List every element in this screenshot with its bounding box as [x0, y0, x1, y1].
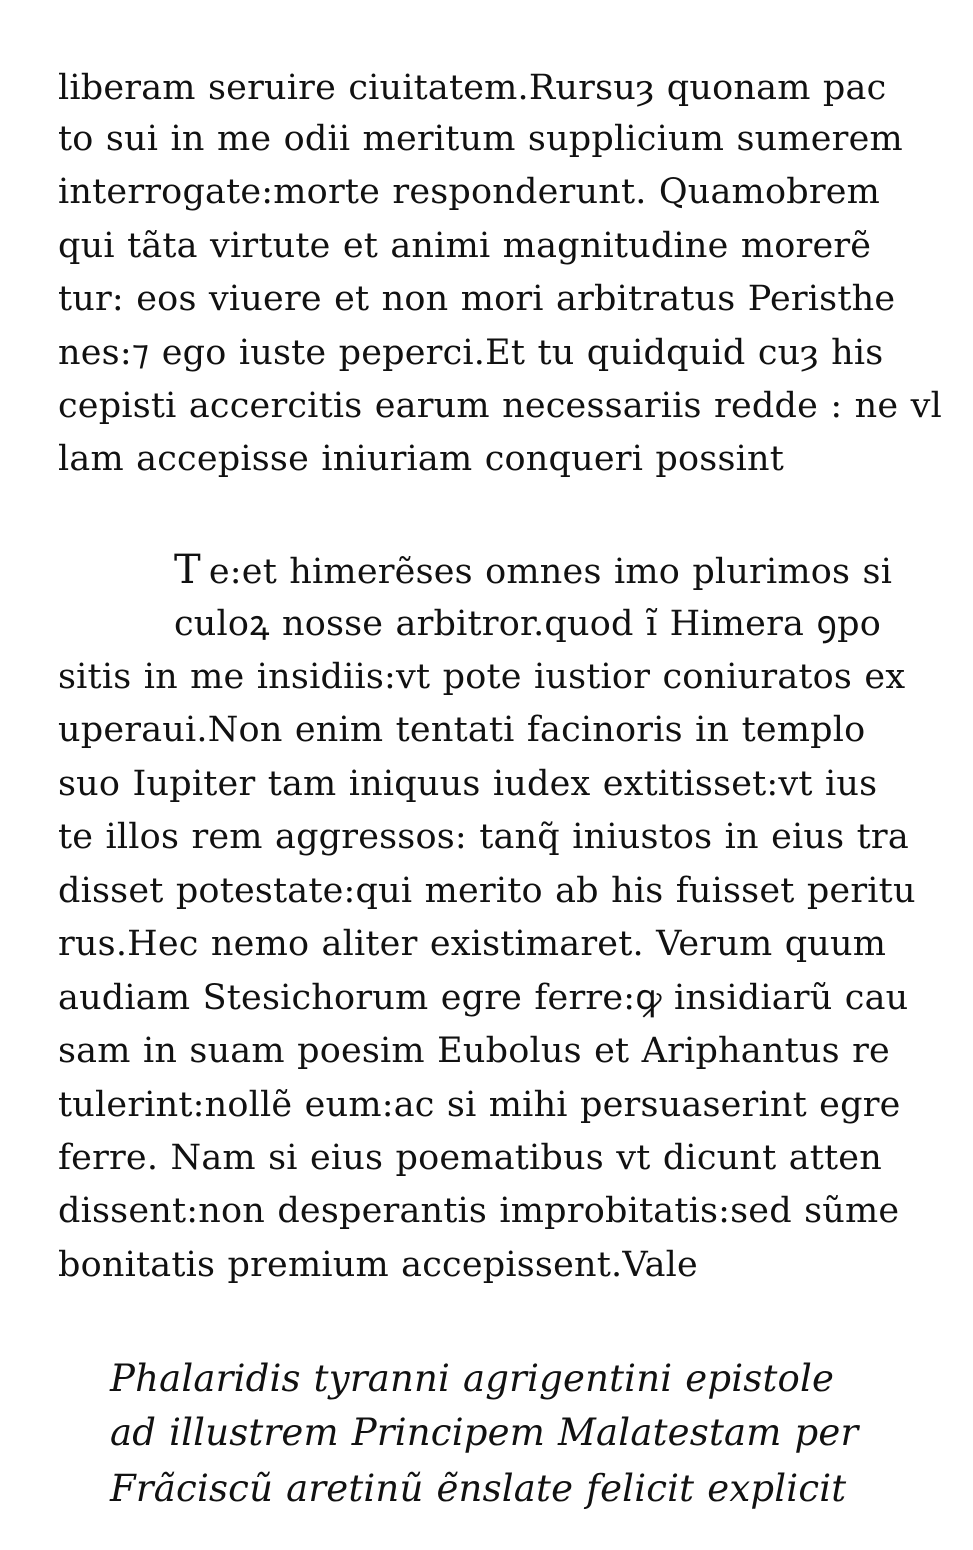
text-line: liberam seruire ciuitatem.Rursuȝ quonam pac: [58, 68, 887, 108]
colophon-line: Frãciscũ aretinũ ẽnslate felicit explicit: [110, 1467, 847, 1510]
first-line-text: e:et himerẽses omnes imo plurimos si: [208, 552, 893, 592]
text-line: sitis in me insidiis:vt pote iustior coniuratos ex: [58, 657, 906, 697]
text-line: ferre. Nam si eius poematibus vt dicunt atten: [58, 1138, 882, 1178]
text-line: tulerint:nollẽ eum:ac si mihi persuaserint egre: [58, 1085, 901, 1125]
text-line: dissent:non desperantis improbitatis:sed sũme: [58, 1191, 900, 1231]
text-line: suo Iupiter tam iniquus iudex extitisset:vt ius: [58, 764, 878, 804]
colophon-line: Phalaridis tyranni agrigentini epistole: [110, 1357, 835, 1400]
text-line: culoꝝ nosse arbitror.quod ĩ Himera ꝯpo: [174, 604, 882, 644]
text-line: disset potestate:qui merito ab his fuisset peritu: [58, 871, 916, 911]
text-line: uperaui.Non enim tentati facinoris in templo: [58, 710, 866, 750]
text-line-with-initial: [174, 548, 892, 594]
text-line: to sui in me odii meritum supplicium sumerem: [58, 119, 903, 159]
text-line: te illos rem aggressos: tanq̃ iniustos in eius tra: [58, 817, 909, 857]
text-line: interrogate:morte responderunt. Quamobrem: [58, 172, 881, 212]
text-line: lam accepisse iniuriam conqueri possint: [58, 439, 785, 479]
text-line: tur: eos viuere et non mori arbitratus Peristhe: [58, 279, 896, 319]
text-line: audiam Stesichorum egre ferre:ꝙ insidiarũ cau: [58, 978, 909, 1018]
text-line: nes:⁊ ego iuste peperci.Et tu quidquid cuȝ his: [58, 333, 884, 373]
text-line: qui tãta virtute et animi magnitudine morerẽ: [58, 226, 872, 266]
text-line: bonitatis premium accepissent.Vale: [58, 1245, 698, 1285]
colophon-line: ad illustrem Principem Malatestam per: [110, 1411, 859, 1454]
initial-letter: T: [174, 547, 201, 593]
text-line: cepisti accercitis earum necessariis redde : ne vl: [58, 386, 943, 426]
text-line: sam in suam poesim Eubolus et Ariphantus re: [58, 1031, 890, 1071]
text-line: rus.Hec nemo aliter existimaret. Verum quum: [58, 924, 887, 964]
